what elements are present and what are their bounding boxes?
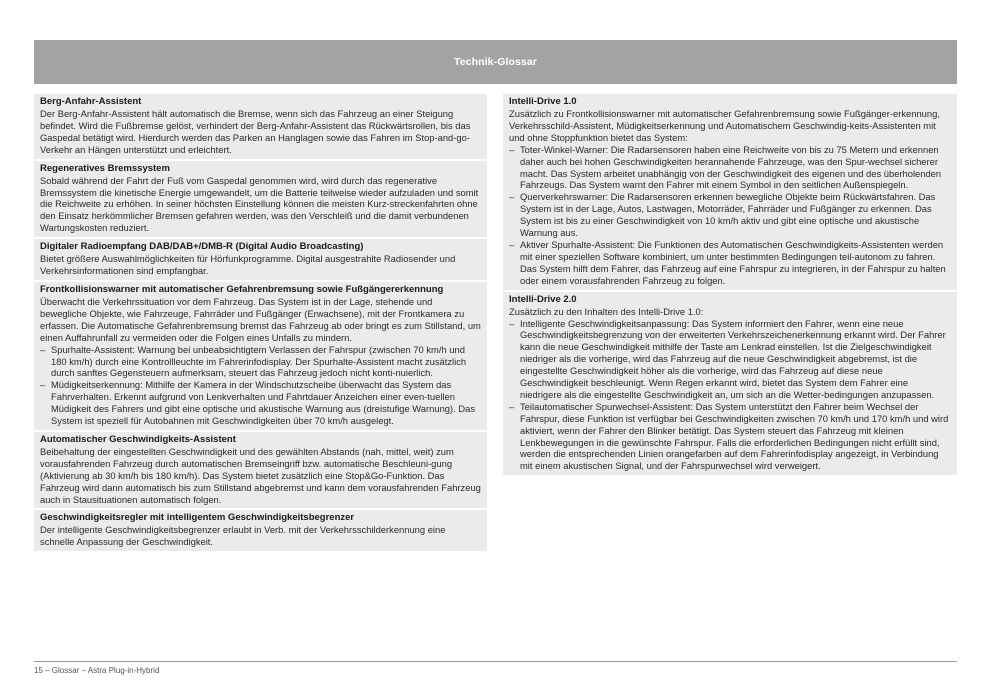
entry-body: Zusätzlich zu Frontkollisionswarner mit automatischer Gefahrenbremsung sowie Fußgänger-erkennung, Verkehrsschild-Assistent, Müdigkeitserkennung und Automatischem Geschwindig-keits-Assistenten mit und ohne Stoppfunktion bietet das System: [509, 108, 940, 143]
entry-title: Regeneratives Bremssystem [40, 162, 170, 174]
glossary-entry-frontkollisionswarner-mit-automatischer-gefahrenbremsung-sowie-fu-g-ngererkennung [34, 282, 487, 430]
glossary-entry-automatischer-geschwindigkeits-assistent [34, 432, 487, 509]
entry-title: Frontkollisionswarner mit automatischer Gefahrenbremsung sowie Fußgängererkennung [40, 283, 444, 295]
entry-title: Berg-Anfahr-Assistent [40, 96, 142, 107]
entry-bullet-item: – Querverkehrswarner: Die Radarsensoren erkennen bewegliche Objekte beim Rückwärtsfahren. Das System ist in der Lage, Autos, Lastwagen, Motorräder, Fahrräder und Fußgänger zu erkennen. Das System ist bis zu einer Geschwindigkeit von 10 km/h aktiv und gibt eine optische und akustische Warnung aus. [509, 191, 951, 239]
glossary-entry-intelli-drive-2-0 [503, 292, 957, 476]
entry-body: Beibehaltung der eingestellten Geschwindigkeit und des gewählten Abstands (nah, mittel, weit) zum vorausfahrenden Fahrzeug durch automatischen Bremseingriff bzw. automatische Beschleuni-gung (Aktivierung ab 30 km/h bis 180 km/h). Das System bietet zusätzlich eine Stop&Go-Funktion. Das Fahrzeug wird dann automatisch bis zum Stillstand abgebremst und kann dem vorausfahrenden Fahrzeug auch in Stausituationen automatisch folgen. [40, 445, 481, 505]
glossary-entry-regeneratives-bremssystem [34, 161, 487, 238]
entry-body: Der intelligente Geschwindigkeitsbegrenzer erlaubt in Verb. mit der Verkehrsschilderkennung eine schnelle Anpassung der Geschwindigkeit. [40, 524, 446, 548]
glossary-header [34, 40, 957, 87]
entry-bullet-item: – Müdigkeitserkennung: Mithilfe der Kamera in der Windschutzscheibe überwacht das System das Fahrverhalten. Erkennt aufgrund von Lenkverhalten und Fahrtdauer Anzeichen einer even-tuellen Müdigkeit des Fahrers und gibt eine optische und akustische Warnung aus (dreistufige Warnung). Das System ist speziell für Autobahnen mit Geschwindigkeiten über 70 km/h ausgelegt. [40, 379, 481, 427]
glossary-entry-intelli-drive-1-0 [503, 94, 957, 290]
entry-title: Geschwindigkeitsregler mit intelligentem Geschwindigkeitsbegrenzer [40, 512, 355, 524]
left-column [34, 94, 487, 553]
entry-bullet-item: – Teilautomatischer Spurwechsel-Assistent: Das System unterstützt den Fahrer beim Wechsel der Fahrspur, diese Funktion ist verfügbar bei Geschwindigkeiten zwischen 70 km/h und 170 km/h und wird aktiviert, wenn der Fahrer den Blinker betätigt. Das System steuert das Fahrzeug mit kleinen Lenkbewegungen in die gewünschte Fahrspur. Falls die erforderlichen Bedingungen nicht erfüllt sind, werden die entsprechenden Linien orangefarben auf dem Fahrerinfodisplay angezeigt, in Verbindung mit einem akustischen Signal, und der Fahrspurwechsel wird verweigert. [509, 401, 951, 472]
right-column [503, 94, 957, 477]
entry-body: Sobald während der Fahrt der Fuß vom Gaspedal genommen wird, wird durch das regenerative Bremssystem die kinetische Energie umgewandelt, um die Batterie teilweise wieder aufzuladen und somit die Reichweite zu erhöhen. In seiner höchsten Einstellung können die meisten Kurz-streckenfahrten ohne den Einsatz herkömmlicher Bremsen gefahren werden, was den Verschleiß und die damit verbundenen Wartungskosten reduziert. [40, 174, 479, 234]
entry-bullet-list [509, 318, 951, 473]
entry-body: Zusätzlich zu den Inhalten des Intelli-Drive 1.0: [509, 305, 704, 317]
entry-bullet-list [509, 144, 951, 287]
footer-divider [34, 661, 957, 662]
entry-bullet-item: – Spurhalte-Assistent: Warnung bei unbeabsichtigtem Verlassen der Fahrspur (zwischen 70 km/h und 180 km/h) durch eine Kontrollleuchte im Fahrerinfodisplay. Der Spurhalte-Assistent macht zusätzlich durch sanftes Gegensteuern aufmerksam, steuert das Fahrzeug jedoch nicht konti-nuierlich. [40, 344, 481, 380]
entry-bullet-item: – Toter-Winkel-Warner: Die Radarsensoren haben eine Reichweite von bis zu 75 Metern und erkennen daher auch bei hohen Geschwindigkeiten herannahende Fahrzeuge, was den Spur-wechsel sicherer macht. Das System arbeitet unabhängig von der Geschwindigkeit des eigenen und des überholenden Fahrzeugs. Das System warnt den Fahrer mit einem Symbol in den seitlichen Außenspiegeln. [509, 144, 951, 192]
entry-body: Bietet größere Auswahlmöglichkeiten für Hörfunkprogramme. Digital ausgestrahlte Radiosender und Verkehrsinformationen sind empfangbar. [40, 253, 456, 277]
glossary-entry-digitaler-radioempfang-dab-dab-dmb-r-digital-audio-broadcasting [34, 239, 487, 280]
entry-title: Digitaler Radioempfang DAB/DAB+/DMB-R (Digital Audio Broadcasting) [40, 241, 364, 253]
glossary-entry-geschwindigkeitsregler-mit-intelligentem-geschwindigkeitsbegrenzer [34, 510, 487, 551]
entry-body: Der Berg-Anfahr-Assistent hält automatisch die Bremse, wenn sich das Fahrzeug an einer Steigung befindet. Wird die Fußbremse gelöst, verhindert der Berg-Anfahr-Assistent das Rückwärtsrollen, bis das Gaspedal betätigt wird. Hierdurch werden das Parken an Hanglagen sowie das Fahren im Stop-and-go-Verkehr an Hängen unterstützt und erleichtert. [40, 108, 471, 155]
entry-title: Intelli-Drive 1.0 [509, 96, 577, 107]
page-title: Technik-Glossar [454, 56, 537, 68]
entry-body: Überwacht die Verkehrssituation vor dem Fahrzeug. Das System ist in der Lage, stehende und bewegliche Objekte, wie Fahrzeuge, Fahrräder und Fußgänger (Erwachsene), mit der Frontkamera zu erfassen. Die Automatische Gefahrenbremsung bremst das Fahrzeug ab oder bringt es zum Stillstand, um einen Auffahrunfall zu vermeiden oder die Folgen eines Unfalls zu mindern. [40, 295, 481, 343]
entry-title: Automatischer Geschwindigkeits-Assistent [40, 433, 236, 445]
entry-bullet-item: – Intelligente Geschwindigkeitsanpassung: Das System informiert den Fahrer, wenn eine neue Geschwindigkeitsbegrenzung von der erweiterten Verkehrszeichenerkennung erkannt wird. Der Fahrer kann die neue Geschwindigkeit mithilfe der Taste am Lenkrad einstellen. Ist die Zielgeschwindigkeit niedriger als die vorherige, wird das Fahrzeug auf die neue Geschwindigkeit abgebremst, ist die eingestellte Geschwindigkeit höher als die vorherige, wird das Fahrzeug auf diese neue Geschwindigkeit beschleunigt. Wenn Regen erkannt wird, bietet das System dem Fahrer eine niedrigere als die eingestellte Geschwindigkeit an, um sich an die Wetter-bedingungen anzupassen. [509, 318, 951, 401]
entry-title: Intelli-Drive 2.0 [509, 293, 577, 305]
entry-bullet-list [40, 344, 481, 427]
entry-bullet-item: – Aktiver Spurhalte-Assistent: Die Funktionen des Automatischen Geschwindigkeits-Assistenten werden mit einer speziellen Software kombiniert, um unter bestimmten Bedingungen teil-autonom zu fahren. Das System hilft dem Fahrer, das Fahrzeug auf eine Fahrspur zu integrieren, in der Fahrspur zu halten oder einem vorausfahrenden Fahrzeug zu folgen. [509, 239, 951, 287]
footer-text: 15 – Glossar – Astra Plug-in-Hybrid [34, 666, 160, 675]
glossary-entry-berg-anfahr-assistent [34, 94, 487, 159]
